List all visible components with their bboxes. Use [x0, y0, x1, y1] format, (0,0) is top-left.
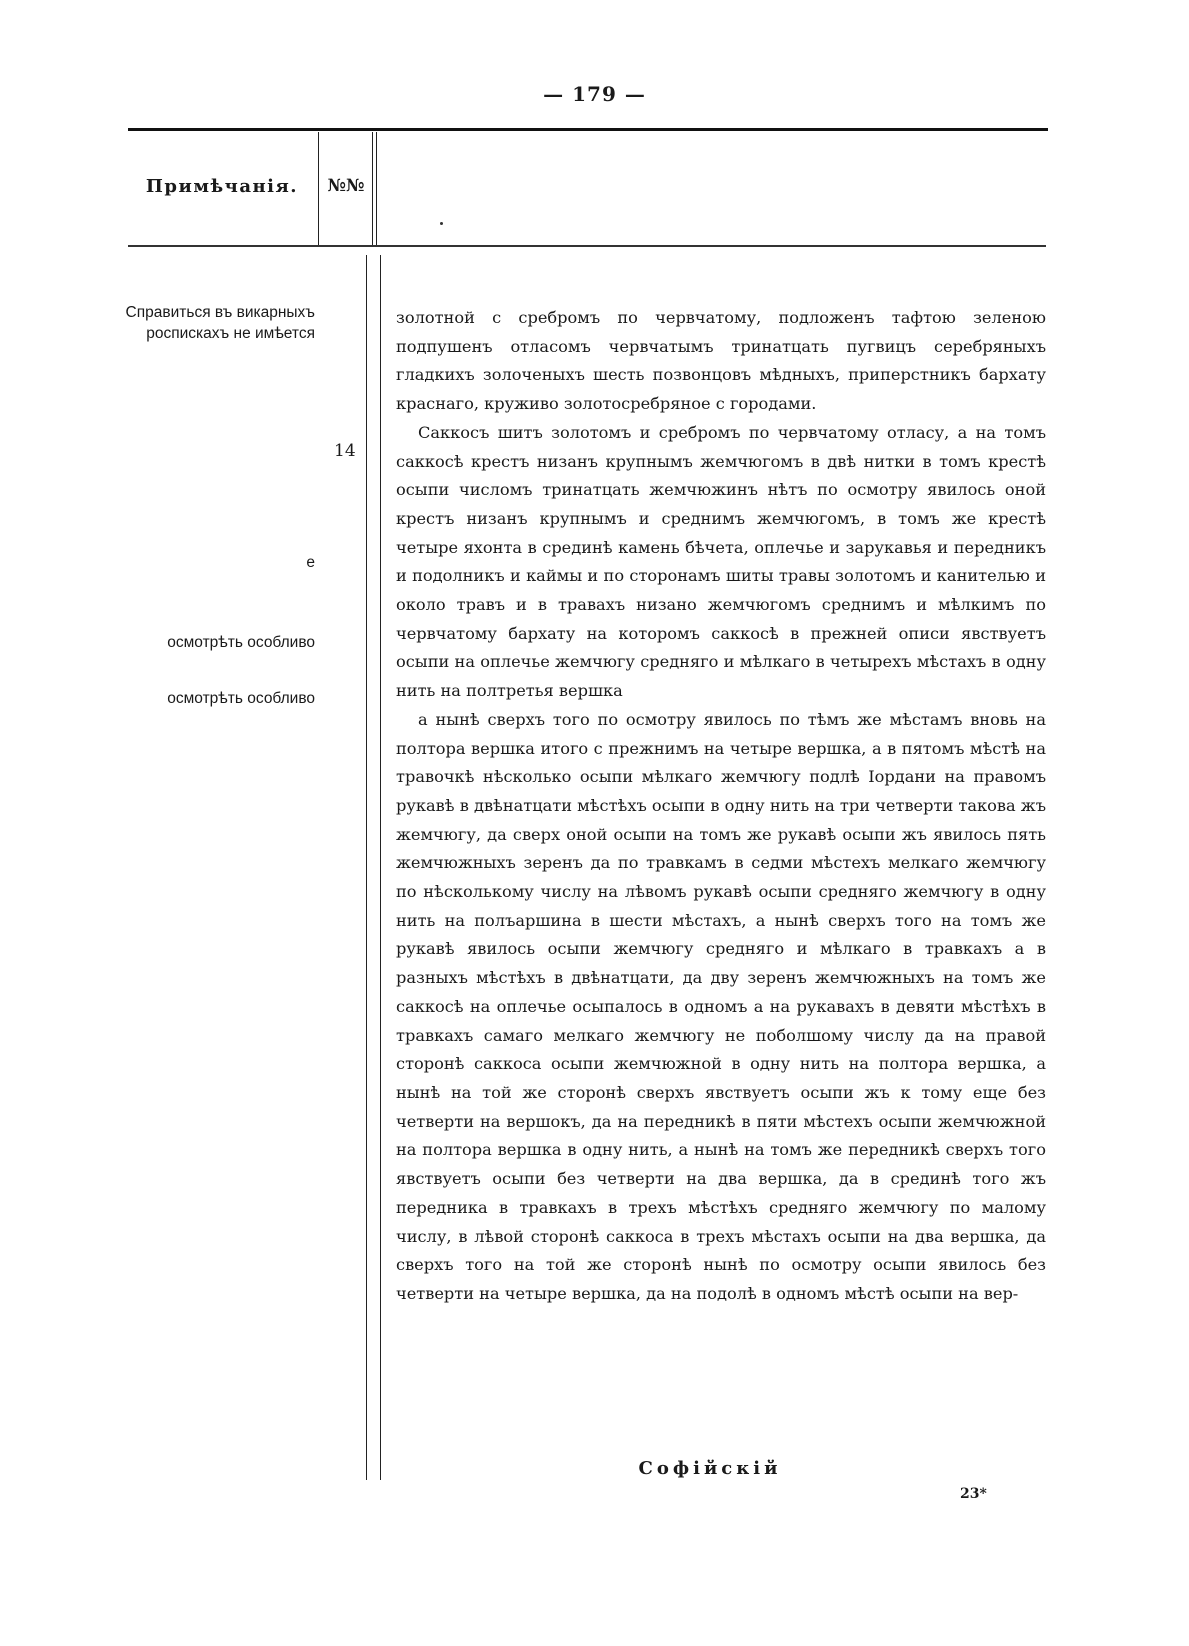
page-number: — 179 —	[543, 82, 646, 106]
signature-mark: 23*	[960, 1486, 987, 1502]
column-divider-body	[366, 255, 367, 1480]
entry-number: 14	[334, 441, 356, 461]
body-paragraph: Саккосъ шитъ золотомъ и сребромъ по червчатому отласу, а на томъ саккосѣ крестъ низанъ крупнымъ жемчюгомъ в двѣ нитки в томъ крестѣ осыпи числомъ тринатцать жемчюжинъ нѣтъ по осмотру явилось оной крестъ низанъ крупнымъ и среднимъ жемчюгомъ, в томъ же крестѣ четыре яхонта в срединѣ камень бѣчета, оплечье и зарукавья и передникъ и подолникъ и каймы и по сторонамъ шиты травы золотомъ и канителью и около травъ и в травахъ низано жемчюгомъ среднимъ и мѣлкимъ по червчатому бархату на которомъ саккосѣ в прежней описи явствуетъ осыпи на оплечье жемчюгу средняго и мѣлкаго в четырехъ мѣстахъ в одну нить на полтретья вершка	[396, 422, 1046, 701]
body-paragraph: золотной с сребромъ по червчатому, подложенъ тафтою зеленою подпушенъ отласомъ червчатымъ тринатцать пугвицъ серебряныхъ гладкихъ золоченыхъ шесть позвонцовъ мѣдныхъ, приперстникъ бархату краснаго, круживо золотосребряное с городами.	[396, 308, 1046, 414]
speck	[440, 222, 443, 225]
margin-note: осмотрѣть особливо	[167, 690, 315, 707]
column-divider-number	[372, 132, 373, 246]
column-divider-notes	[318, 132, 319, 246]
margin-note: е	[306, 554, 315, 571]
top-rule	[128, 128, 1048, 131]
body-text	[396, 304, 1046, 1309]
column-divider-number-inner	[376, 132, 377, 246]
catchword: Софійскій	[638, 1458, 782, 1479]
body-paragraph: а нынѣ сверхъ того по осмотру явилось по тѣмъ же мѣстамъ вновь на полтора вершка итого с прежнимъ на четыре вершка, а в пятомъ мѣстѣ на травочкѣ нѣсколько осыпи мѣлкаго жемчюгу подлѣ Іордани на правомъ рукавѣ в двѣнатцати мѣстѣхъ осыпи в одну нить на три четверти такова жъ жемчюгу, да сверх оной осыпи на томъ же рукавѣ осыпи жъ явилось пять жемчюжныхъ зеренъ да по травкамъ в седми мѣстехъ мелкаго жемчюгу по нѣсколькому числу на лѣвомъ рукавѣ осыпи средняго жемчюгу в одну нить на полъаршина в шести мѣстахъ, а нынѣ сверхъ того на томъ же рукавѣ явилось осыпи жемчюгу средняго и мѣлкаго в травкахъ а в разныхъ мѣстѣхъ в двѣнатцати, да дву зеренъ жемчюжныхъ на томъ же саккосѣ на оплечье осыпалось в одномъ а на рукавахъ в девяти мѣстѣхъ в травкахъ самаго мелкаго жемчюгу не поболшому числу да на правой сторонѣ саккоса осыпи жемчюжной в одну нить на полтора вершка, а нынѣ на той же сторонѣ сверхъ явствуетъ осыпи жъ к тому еще без четверти на вершокъ, да на передникѣ в пяти мѣстехъ осыпи жемчюжной на полтора вершка в одну нить, а нынѣ на томъ же передникѣ сверхъ того явствуетъ осыпи без четверти на два вершка, да в срединѣ того жъ передника в травкахъ в трехъ мѣстѣхъ средняго жемчюгу по малому числу, в лѣвой сторонѣ саккоса в трехъ мѣстахъ осыпи на два вершка, да сверхъ того на той же сторонѣ нынѣ по осмотру осыпи явилось без четверти на четыре вершка, да на подолѣ в одномъ мѣстѣ осыпи на вер-	[396, 709, 1046, 1303]
margin-note: Справиться въ викарныхъ роспискахъ не имѣется	[125, 304, 315, 342]
column-header-notes: Примѣчанія.	[145, 176, 299, 197]
column-divider-body-inner	[380, 255, 381, 1480]
column-header-number: №№	[327, 176, 365, 196]
header-rule	[128, 245, 1046, 247]
margin-note: осмотрѣть особливо	[167, 634, 315, 651]
